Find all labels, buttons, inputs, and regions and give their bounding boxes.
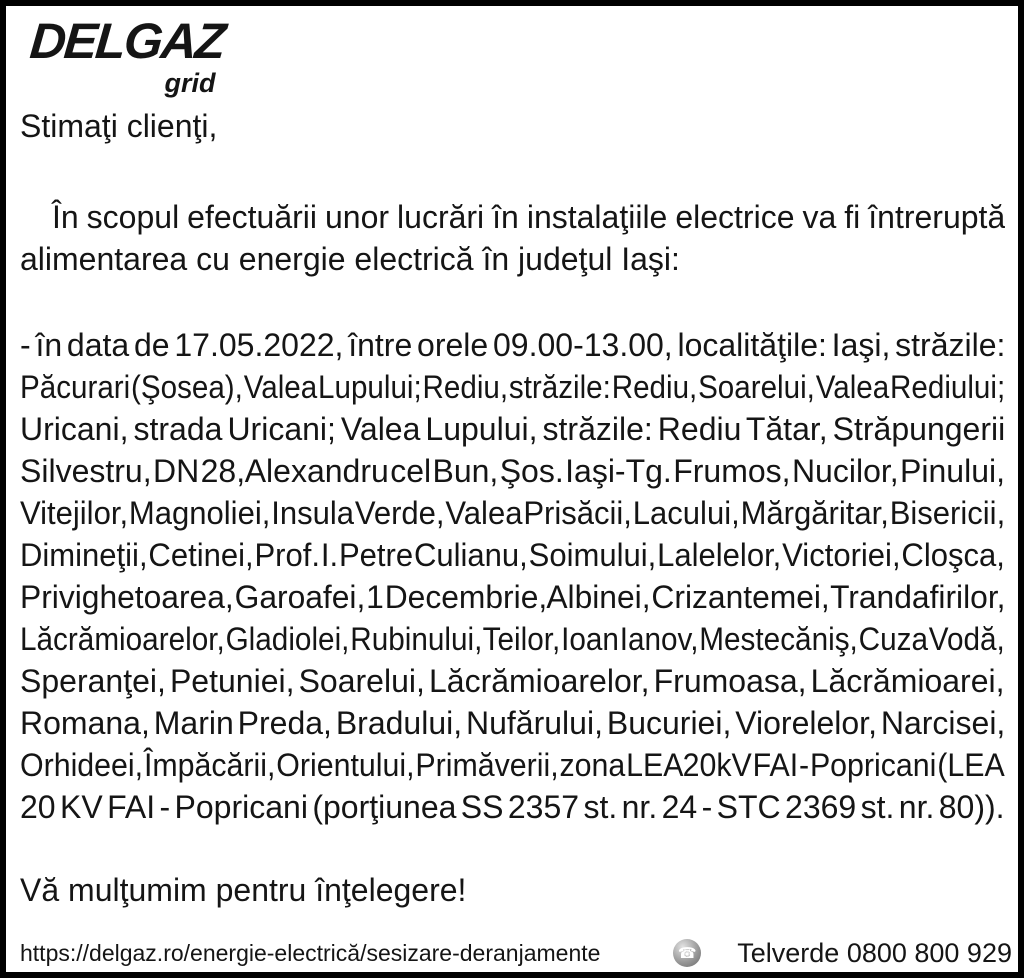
intro-paragraph (20, 196, 1005, 280)
text-line: Dimineţii, Cetinei, Prof. I. Petre Culianu, Soimului, Lalelelor, Victoriei, Cloşca, (20, 537, 1005, 573)
text-line: Păcurari (Şosea), Valea Lupului; Rediu, străzile: Rediu, Soarelui, Valea Rediului; (20, 369, 1005, 405)
delgaz-grid-logo (27, 13, 227, 98)
text-line: 20 KV FAI - Popricani (porţiunea SS 2357 st. nr. 24 - STC 2369 st. nr. 80)). (20, 789, 1005, 825)
text-line: alimentarea cu energie electrică în judeţul Iaşi: (20, 241, 680, 277)
phone-icon-glyph: ☎ (677, 944, 697, 962)
telverde-phone-number: Telverde 0800 800 929 (737, 937, 1012, 968)
footer-bar (20, 932, 1012, 974)
text-line: Lăcrămioarelor, Gladiolei, Rubinului, Teilor, Ioan Ianov, Mestecăniş, Cuza Vodă, (20, 621, 1005, 657)
salutation-text: Stimaţi clienţi, (20, 108, 218, 144)
text-line: Vitejilor, Magnoliei, Insula Verde, Valea Prisăcii, Lacului, Mărgăritar, Bisericii, (20, 495, 1005, 531)
footer-contact-group (673, 938, 1012, 969)
logo-brand-text: DELGAZ (27, 13, 227, 69)
outage-details-paragraph (20, 324, 1005, 828)
text-line: Romana, Marin Preda, Bradului, Nufărului, Bucuriei, Viorelelor, Narcisei, (20, 705, 1005, 741)
text-line: Privighetoarea, Garoafei, 1 Decembrie, Albinei, Crizantemei, Trandafirilor, (20, 579, 1005, 615)
text-line: Uricani, strada Uricani; Valea Lupului, străzile: Rediu Tătar, Străpungerii (20, 411, 1005, 447)
text-line: Silvestru, DN 28, Alexandru cel Bun, Şos. Iaşi-Tg. Frumos, Nucilor, Pinului, (20, 453, 1005, 489)
text-line: - în data de 17.05.2022, între orele 09.00-13.00, localităţile: Iaşi, străzile: (20, 327, 1005, 363)
footer-url-link[interactable]: https://delgaz.ro/energie-electrică/sesizare-deranjamente (20, 939, 601, 966)
text-line: În scopul efectuării unor lucrări în instalaţiile electrice va fi întreruptă (52, 199, 1005, 235)
phone-icon (673, 939, 701, 967)
logo-sub-text: grid (164, 68, 216, 98)
text-line: Orhideei, Împăcării, Orientului, Primăverii, zona LEA 20kV FAI - Popricani (LEA (20, 747, 1005, 783)
text-line: Speranţei, Petuniei, Soarelui, Lăcrămioarelor, Frumoasa, Lăcrămioarei, (20, 663, 1005, 699)
closing-thanks-text: Vă mulţumim pentru înţelegere! (20, 872, 467, 908)
